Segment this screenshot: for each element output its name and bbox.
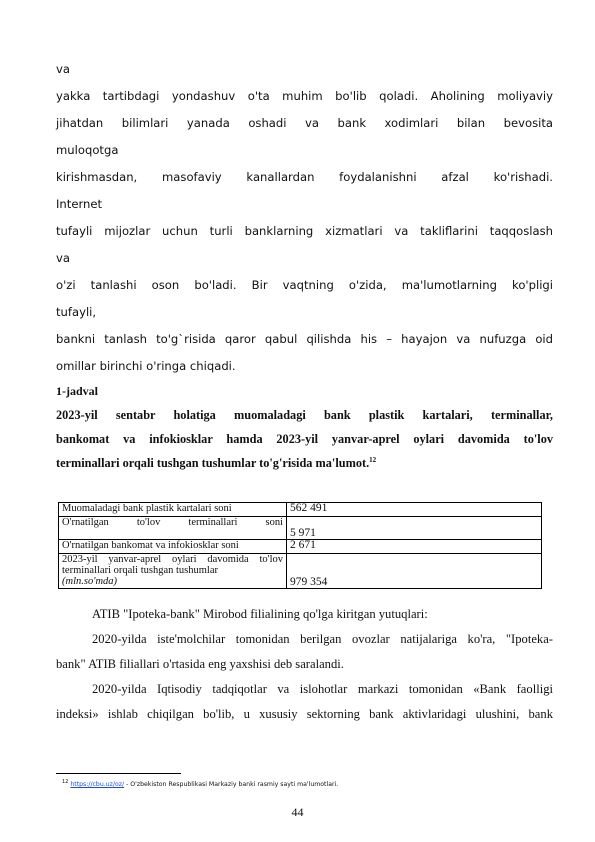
body-line: tufayli mijozlar uchun turli banklarning xizmatlari va takliflarini taqqoslash xyxy=(56,224,553,238)
table-row xyxy=(59,554,542,589)
body-line: indeksi» ishlab chiqilgan bo'lib, u xususiy sektorning bank aktivlaridagi ulushini, bank xyxy=(56,707,553,721)
footnote-link[interactable]: https://cbu.uz/oz/ xyxy=(70,781,125,789)
body-line: Internet xyxy=(56,197,103,211)
body-line: kirishmasdan, masofaviy kanallardan foydalanishni afzal ko'rishadi. xyxy=(56,170,553,184)
table-label: 1-jadval xyxy=(56,384,98,398)
footnote-number: 12 xyxy=(62,779,69,785)
body-line: bankni tanlash to'g`risida qaror qabul qilishda his – hayajon va nufuzga oid xyxy=(56,332,553,346)
table-title-text: terminallari orqali tushgan tushumlar to'g'risida ma'lumot. xyxy=(56,456,370,471)
table-title-line: bankomat va infokiosklar hamda 2023-yil yanvar-aprel oylari davomida to'lov xyxy=(56,432,553,446)
table-title-line: 2023-yil sentabr holatiga muomaladagi bank plastik kartalari, terminallar, xyxy=(56,408,553,422)
body-line: va xyxy=(56,251,70,265)
table-cell-value: 2 671 xyxy=(287,540,542,554)
table-cell-value: 562 491 xyxy=(287,503,542,517)
body-line: omillar birinchi o'ringa chiqadi. xyxy=(56,359,236,373)
page-number: 44 xyxy=(291,805,304,819)
body-line: o'zi tanlashi oson bo'ladi. Bir vaqtning o'zida, ma'lumotlarning ko'pligi xyxy=(56,278,553,292)
footnote xyxy=(62,779,338,788)
body-line: yakka tartibdagi yondashuv o'ta muhim bo'lib qoladi. Aholining moliyaviy xyxy=(56,89,553,103)
table-title-line xyxy=(56,456,553,471)
data-table xyxy=(58,502,542,589)
table-cell-label: O'rnatilgan to'lov terminallari soni xyxy=(59,517,287,540)
table-cell-value: 5 971 xyxy=(287,517,542,540)
body-line: ATIB "Ipoteka-bank" Mirobod filialining qo'lga kiritgan yutuqlari: xyxy=(92,607,428,621)
table-row xyxy=(59,540,542,554)
body-line: bank" ATIB filiallari o'rtasida eng yaxshisi deb saralandi. xyxy=(56,657,344,671)
table-row xyxy=(59,503,542,517)
body-line: va xyxy=(56,62,70,76)
table-cell-label: Muomaladagi bank plastik kartalari soni xyxy=(59,503,287,517)
table-row xyxy=(59,517,542,540)
body-line: jihatdan bilimlari yanada oshadi va bank xodimlari bilan bevosita xyxy=(56,116,553,130)
footnote-separator xyxy=(56,773,181,774)
table-cell-value: 979 354 xyxy=(287,554,542,589)
footnote-ref: 12 xyxy=(369,456,377,464)
body-line: muloqotga xyxy=(56,143,119,157)
body-line: 2020-yilda iste'molchilar tomonidan berilgan ovozlar natijalariga ko'ra, "Ipoteka- xyxy=(92,632,553,646)
table-cell-label: 2023-yil yanvar-aprel oylari davomida to'lov terminallari orqali tushgan tushumlar (mln.so'mda) xyxy=(59,554,287,589)
table-cell-label: O'rnatilgan bankomat va infokiosklar soni xyxy=(59,540,287,554)
footnote-text: - O'zbekiston Respublikasi Markaziy banki rasmiy sayti ma'lumotlari. xyxy=(124,781,339,789)
unit-note: (mln.so'mda) xyxy=(62,576,118,587)
body-line: 2020-yilda Iqtisodiy tadqiqotlar va islohotlar markazi tomonidan «Bank faolligi xyxy=(92,682,553,696)
body-line: tufayli, xyxy=(56,305,97,319)
